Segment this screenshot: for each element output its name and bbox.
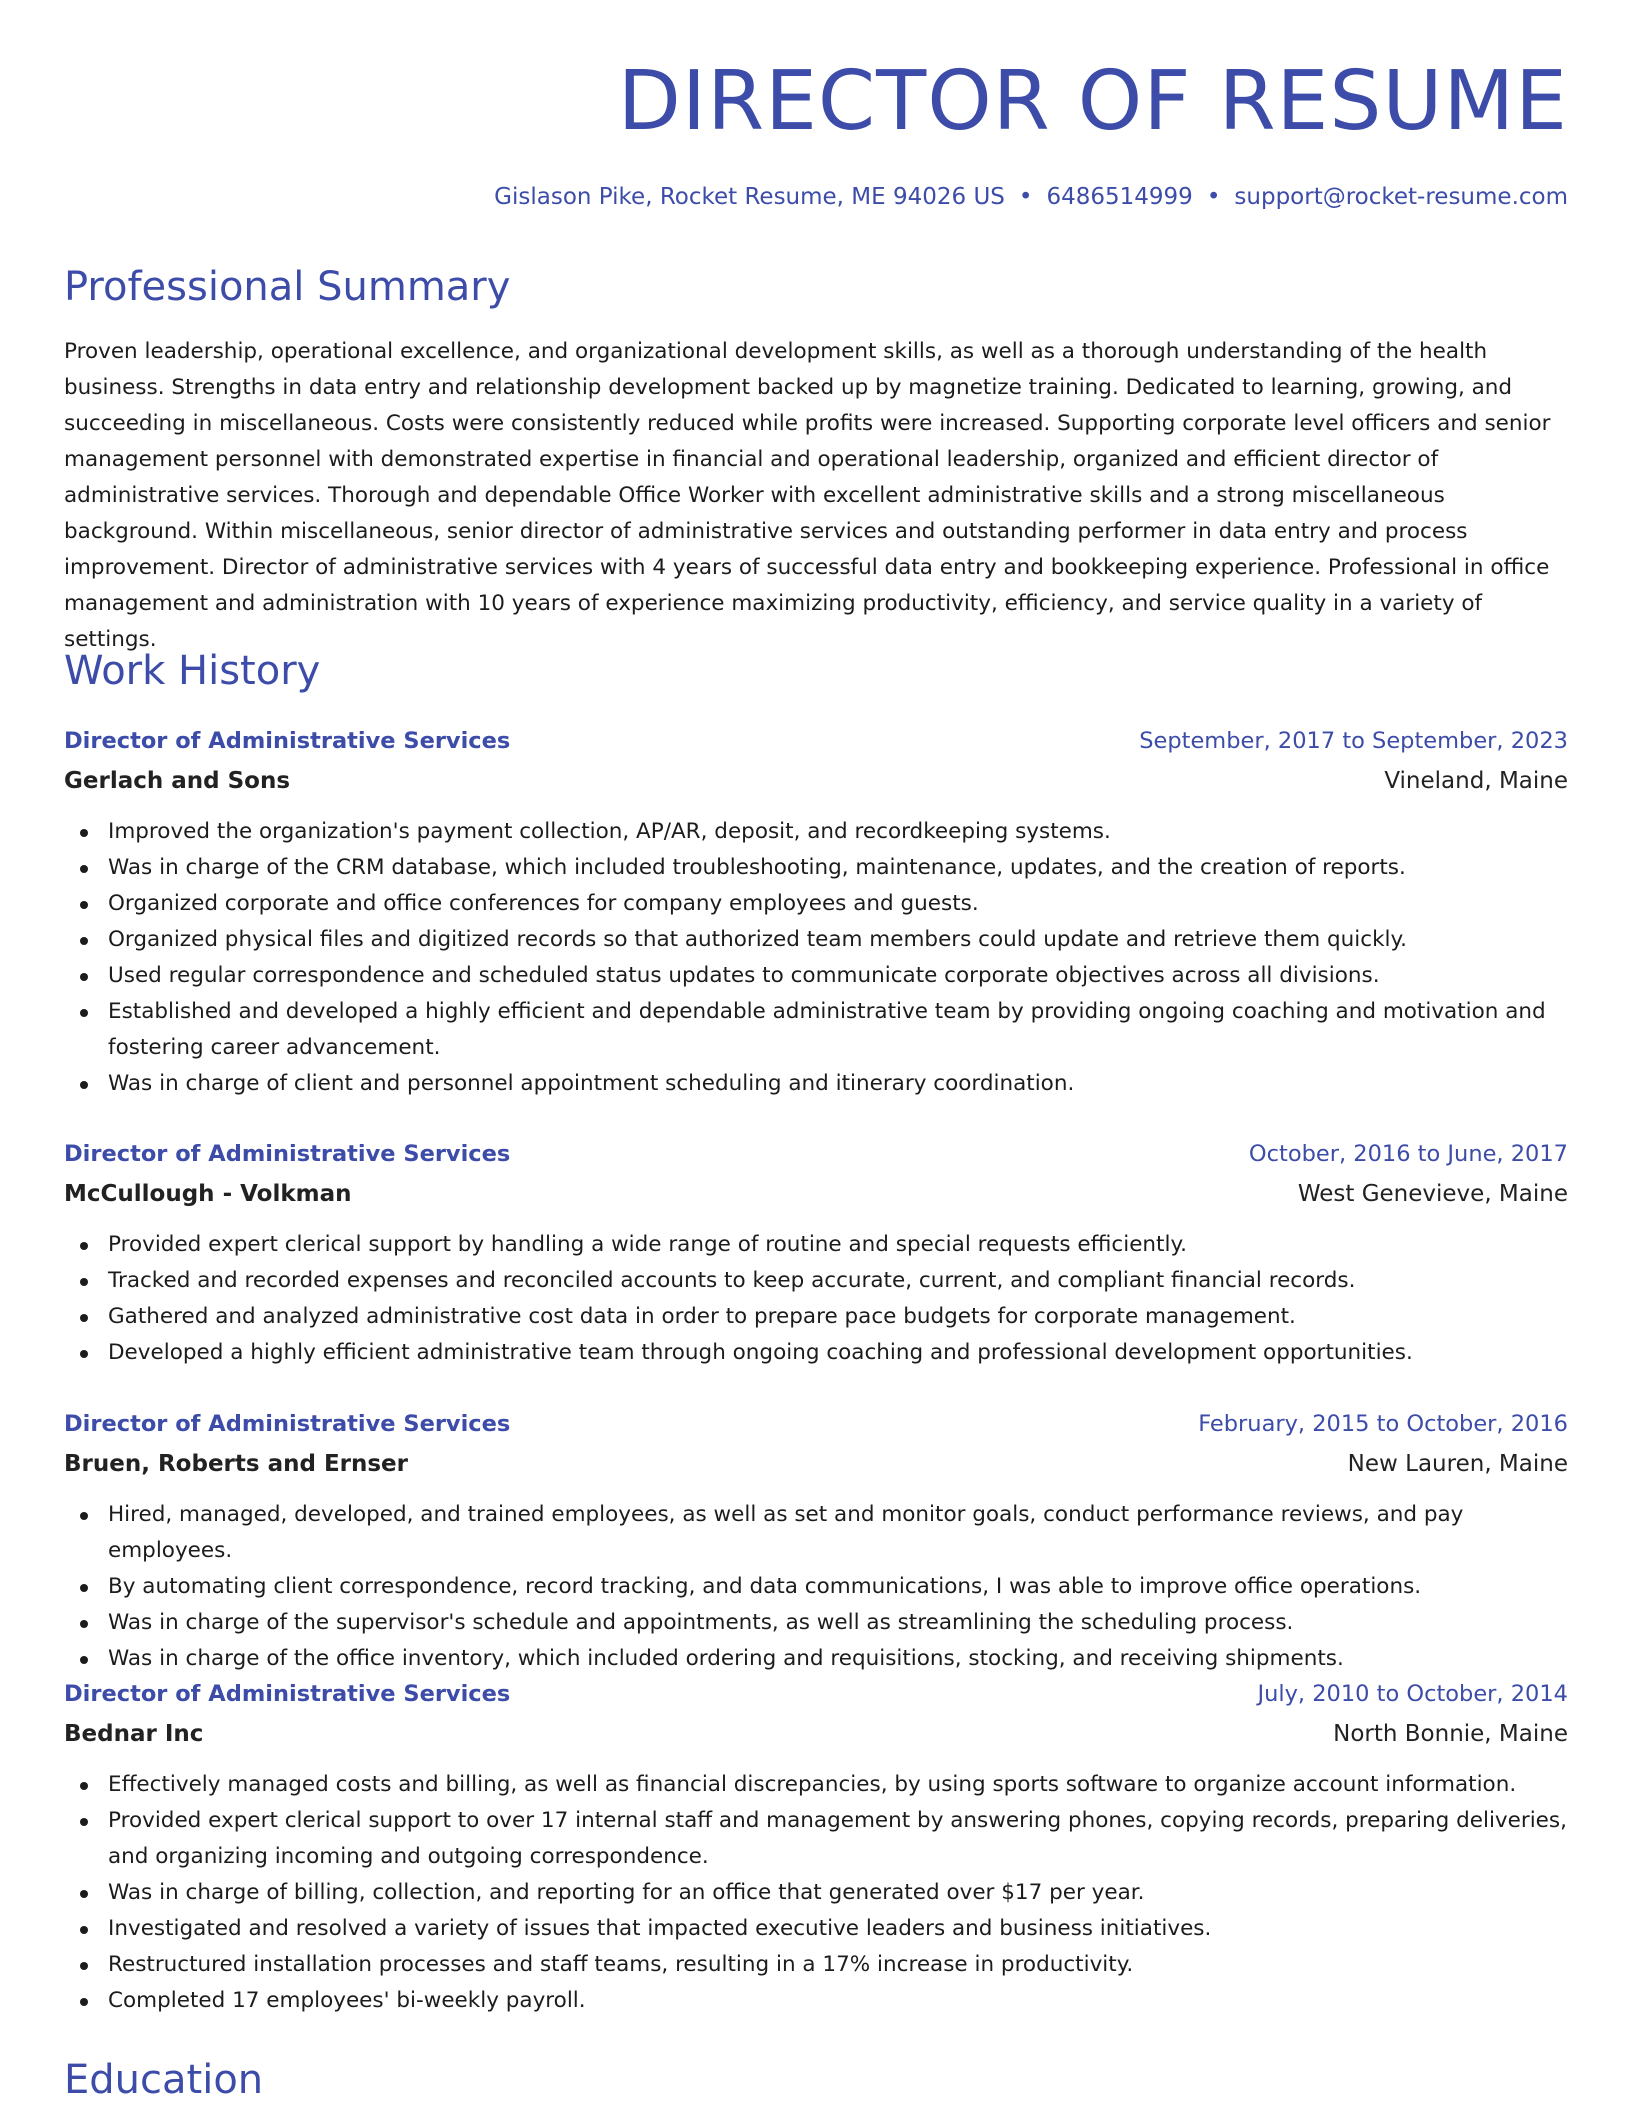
- job-dates: October, 2016 to June, 2017: [1248, 1141, 1568, 1167]
- job-company: Gerlach and Sons: [64, 768, 291, 794]
- contact-line: [494, 180, 1568, 214]
- job-bullet: Organized physical files and digitized records so that authorized team members could update and retrieve them quickly.: [64, 922, 1568, 958]
- job-company: McCullough - Volkman: [64, 1181, 352, 1207]
- job-title: Director of Administrative Services: [64, 728, 511, 754]
- contact-address: Gislason Pike, Rocket Resume, ME 94026 US: [494, 184, 1005, 210]
- job-bullet: Improved the organization's payment collection, AP/AR, deposit, and recordkeeping systems.: [64, 814, 1568, 850]
- job-bullet: By automating client correspondence, record tracking, and data communications, I was able to improve office operations.: [64, 1569, 1568, 1605]
- job-bullet: Effectively managed costs and billing, as well as financial discrepancies, by using sports software to organize account information.: [64, 1767, 1568, 1803]
- job-bullet: Restructured installation processes and staff teams, resulting in a 17% increase in productivity.: [64, 1947, 1568, 1983]
- job-bullet: Was in charge of billing, collection, and reporting for an office that generated over $17 per year.: [64, 1875, 1568, 1911]
- job-dates: July, 2010 to October, 2014: [1257, 1681, 1568, 1707]
- education-heading: Education: [64, 2057, 264, 2103]
- job-bullet: Gathered and analyzed administrative cost data in order to prepare pace budgets for corporate management.: [64, 1299, 1568, 1335]
- job-dates: February, 2015 to October, 2016: [1198, 1411, 1568, 1437]
- job-bullet: Established and developed a highly efficient and dependable administrative team by providing ongoing coaching and motivation and fostering career advancement.: [64, 994, 1568, 1066]
- job-bullets: [64, 814, 1568, 1102]
- job-location: North Bonnie, Maine: [1333, 1721, 1568, 1747]
- job-title-row: [64, 1675, 1568, 1715]
- job-company-row: [64, 1715, 1568, 1755]
- job-bullet: Investigated and resolved a variety of issues that impacted executive leaders and business initiatives.: [64, 1911, 1568, 1947]
- resume-name: DIRECTOR OF RESUME: [617, 54, 1568, 149]
- job-entry: [64, 722, 1568, 1102]
- job-bullet: Was in charge of the CRM database, which included troubleshooting, maintenance, updates, and the creation of reports.: [64, 850, 1568, 886]
- contact-separator: •: [1018, 184, 1033, 210]
- job-dates: September, 2017 to September, 2023: [1139, 728, 1568, 754]
- job-bullet: Was in charge of the office inventory, which included ordering and requisitions, stocking, and receiving shipments.: [64, 1641, 1568, 1677]
- job-entry: [64, 1405, 1568, 1677]
- job-bullets: [64, 1767, 1568, 2019]
- job-bullets: [64, 1227, 1568, 1371]
- job-company: Bruen, Roberts and Ernser: [64, 1451, 409, 1477]
- contact-phone[interactable]: 6486514999: [1046, 184, 1193, 210]
- job-title: Director of Administrative Services: [64, 1681, 511, 1707]
- job-bullet: Provided expert clerical support to over 17 internal staff and management by answering phones, copying records, preparing deliveries, and organizing incoming and outgoing correspondence.: [64, 1803, 1568, 1875]
- summary-text: Proven leadership, operational excellence, and organizational development skills, as well as a thorough understanding of the health business. Strengths in data entry and relationship development backed up by magnetize training. Dedicated to learning, growing, and succeeding in miscellaneous. Costs were consistently reduced while profits were increased. Supporting corporate level officers and senior management personnel with demonstrated expertise in financial and operational leadership, organized and efficient director of administrative services. Thorough and dependable Office Worker with excellent administrative skills and a strong miscellaneous background. Within miscellaneous, senior director of administrative services and outstanding performer in data entry and process improvement. Director of administrative services with 4 years of successful data entry and bookkeeping experience. Professional in office management and administration with 10 years of experience maximizing productivity, efficiency, and service quality in a variety of settings.: [64, 339, 1551, 652]
- job-entry: [64, 1135, 1568, 1371]
- contact-email[interactable]: support@rocket-resume.com: [1234, 184, 1568, 210]
- job-title-row: [64, 1405, 1568, 1445]
- job-bullet: Completed 17 employees' bi-weekly payroll.: [64, 1983, 1568, 2019]
- job-location: West Genevieve, Maine: [1297, 1181, 1568, 1207]
- job-bullet: Provided expert clerical support by handling a wide range of routine and special requests efficiently.: [64, 1227, 1568, 1263]
- job-title: Director of Administrative Services: [64, 1411, 511, 1437]
- job-bullet: Was in charge of the supervisor's schedule and appointments, as well as streamlining the scheduling process.: [64, 1605, 1568, 1641]
- contact-separator: •: [1206, 184, 1221, 210]
- work-history-heading: Work History: [64, 648, 321, 694]
- job-bullet: Hired, managed, developed, and trained employees, as well as set and monitor goals, conduct performance reviews, and pay employees.: [64, 1497, 1568, 1569]
- job-bullet: Organized corporate and office conferences for company employees and guests.: [64, 886, 1568, 922]
- job-title: Director of Administrative Services: [64, 1141, 511, 1167]
- job-bullet: Tracked and recorded expenses and reconciled accounts to keep accurate, current, and compliant financial records.: [64, 1263, 1568, 1299]
- job-company-row: [64, 1445, 1568, 1485]
- job-company-row: [64, 762, 1568, 802]
- job-location: New Lauren, Maine: [1347, 1451, 1568, 1477]
- job-title-row: [64, 1135, 1568, 1175]
- job-title-row: [64, 722, 1568, 762]
- job-company: Bednar Inc: [64, 1721, 204, 1747]
- job-entry: [64, 1675, 1568, 2019]
- job-bullets: [64, 1497, 1568, 1677]
- summary-heading: Professional Summary: [64, 264, 511, 310]
- job-company-row: [64, 1175, 1568, 1215]
- job-bullet: Was in charge of client and personnel appointment scheduling and itinerary coordination.: [64, 1066, 1568, 1102]
- job-location: Vineland, Maine: [1384, 768, 1568, 794]
- job-bullet: Developed a highly efficient administrative team through ongoing coaching and professional development opportunities.: [64, 1335, 1568, 1371]
- job-bullet: Used regular correspondence and scheduled status updates to communicate corporate objectives across all divisions.: [64, 958, 1568, 994]
